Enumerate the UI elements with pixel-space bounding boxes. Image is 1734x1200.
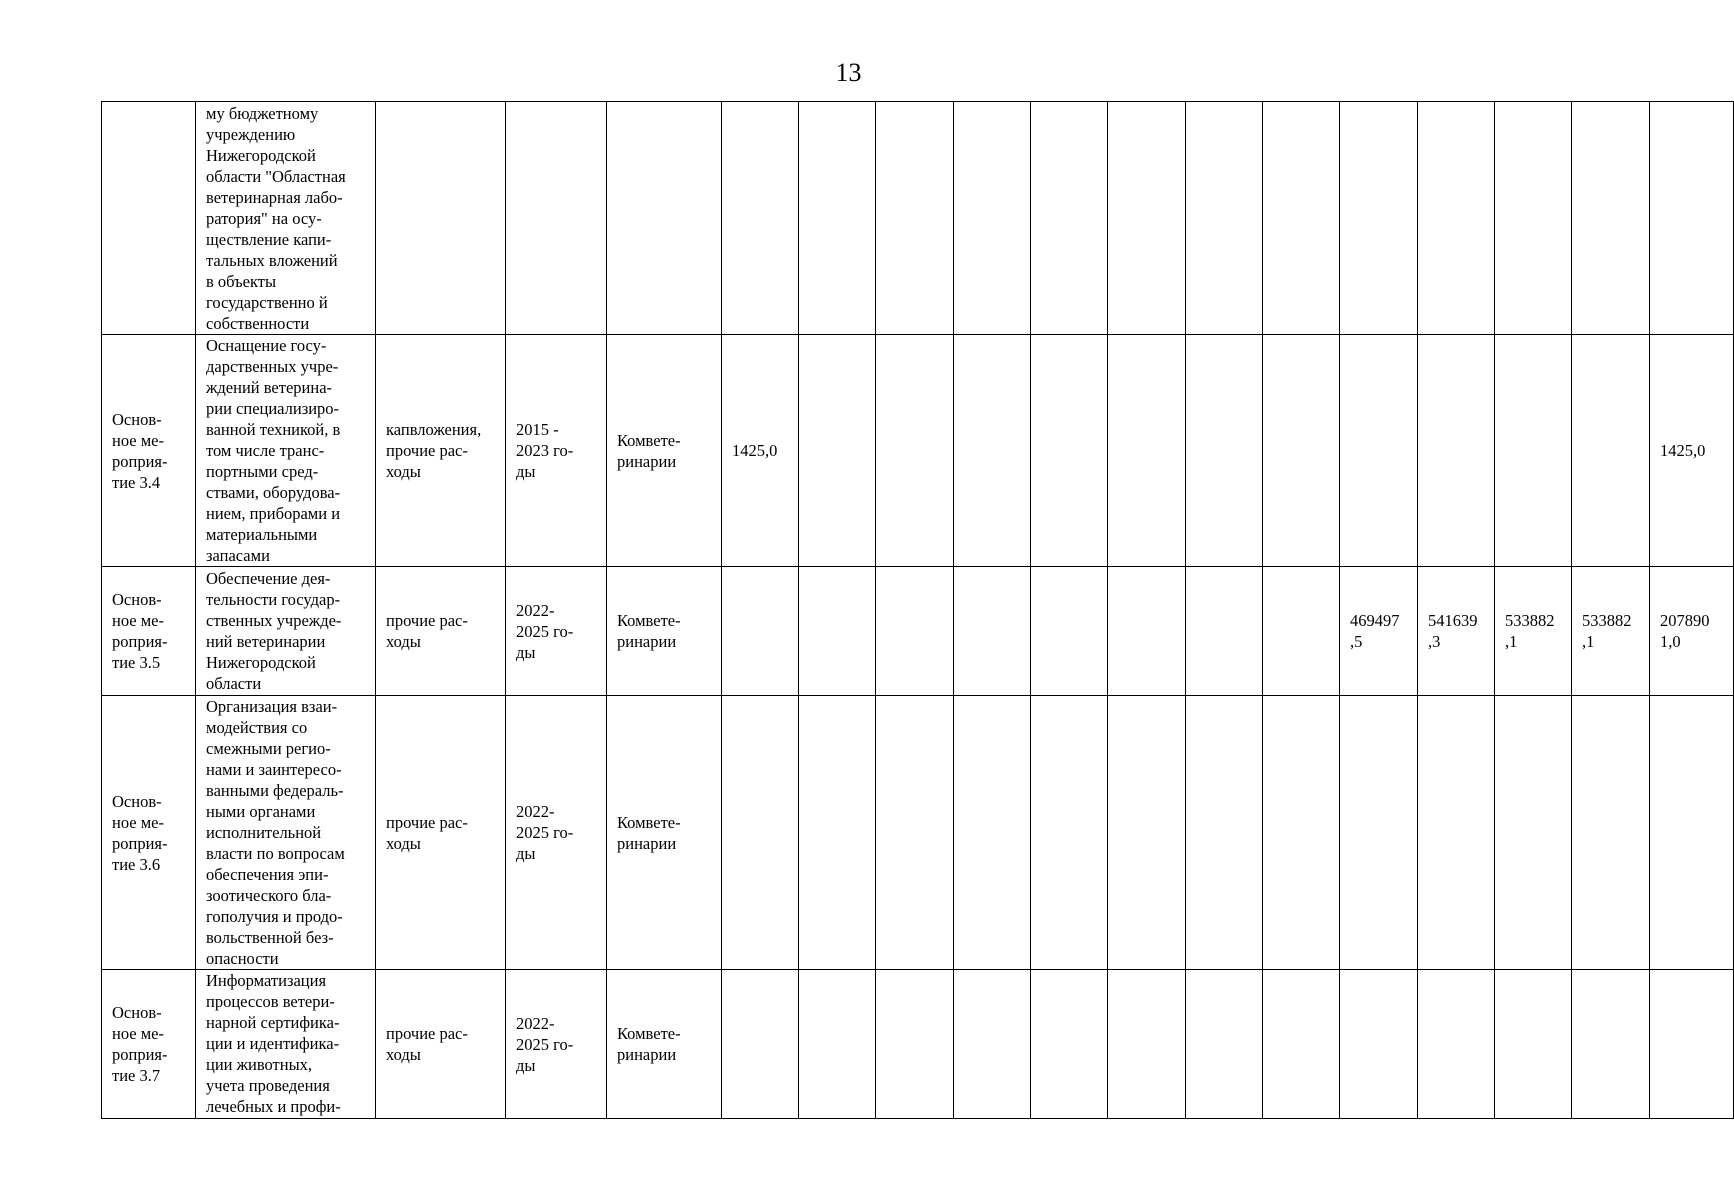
expense-type-text: прочие рас- ходы bbox=[386, 611, 468, 651]
value-cell bbox=[876, 567, 954, 696]
value-cell bbox=[876, 970, 954, 1119]
period-cell bbox=[506, 102, 607, 335]
value-cell bbox=[799, 102, 876, 335]
measure-code-cell bbox=[102, 102, 196, 335]
expense-type-cell bbox=[376, 696, 506, 970]
value-cell bbox=[1418, 335, 1495, 567]
measure-description-cell bbox=[196, 335, 376, 567]
value-cell bbox=[1572, 567, 1650, 696]
value-cell bbox=[1186, 102, 1263, 335]
value-cell bbox=[1108, 696, 1186, 970]
value-cell bbox=[1340, 696, 1418, 970]
expense-type-cell bbox=[376, 567, 506, 696]
program-measures-table bbox=[101, 101, 1734, 1119]
value-cell bbox=[1650, 970, 1734, 1119]
executor-text: Комвете- ринарии bbox=[617, 430, 681, 471]
value-cell bbox=[1572, 970, 1650, 1119]
measure-description-text: му бюджетному учреждению Нижегородской области "Областная ветеринарная лабо- ратория" на осу- ществление капи- тальных вложений в объекты государственно й собственности bbox=[206, 104, 346, 333]
value-cell bbox=[1340, 970, 1418, 1119]
value-cell bbox=[876, 696, 954, 970]
value-cell bbox=[1418, 567, 1495, 696]
value-cell bbox=[1650, 567, 1734, 696]
page-number: 13 bbox=[835, 58, 862, 87]
value-cell bbox=[1650, 696, 1734, 970]
table-row bbox=[102, 567, 1734, 696]
value-cell bbox=[1418, 696, 1495, 970]
measure-code-cell bbox=[102, 567, 196, 696]
value-cell bbox=[954, 102, 1031, 335]
period-text: 2022- 2025 го- ды bbox=[516, 1013, 574, 1075]
value-cell bbox=[954, 696, 1031, 970]
executor-cell bbox=[607, 567, 722, 696]
measure-code-text: Основ- ное ме- роприя- тие 3.7 bbox=[112, 1003, 168, 1085]
value-cell bbox=[954, 335, 1031, 567]
measure-code-cell bbox=[102, 696, 196, 970]
value-cell bbox=[1340, 335, 1418, 567]
value-cell bbox=[1186, 567, 1263, 696]
value-cell bbox=[1572, 102, 1650, 335]
value-cell bbox=[1186, 970, 1263, 1119]
value-cell bbox=[1495, 335, 1572, 567]
expense-type-text: капвложения, прочие рас- ходы bbox=[386, 420, 482, 481]
value-text: 541639 ,3 bbox=[1428, 611, 1478, 651]
value-cell bbox=[722, 696, 799, 970]
measure-code-cell bbox=[102, 335, 196, 567]
value-text: 469497 ,5 bbox=[1350, 611, 1400, 651]
value-cell bbox=[1031, 335, 1108, 567]
period-text: 2022- 2025 го- ды bbox=[516, 600, 574, 662]
measure-description-cell bbox=[196, 696, 376, 970]
value-cell bbox=[722, 102, 799, 335]
value-cell bbox=[1263, 696, 1340, 970]
table-row bbox=[102, 696, 1734, 970]
value-cell bbox=[876, 102, 954, 335]
value-cell bbox=[1031, 696, 1108, 970]
value-cell bbox=[1572, 335, 1650, 567]
value-cell bbox=[799, 696, 876, 970]
value-cell bbox=[1186, 335, 1263, 567]
measure-description-text: Оснащение госу- дарственных учре- ждений ветерина- рии специализиро- ванной техникой, в том числе транс- портными сред- ствами, оборудова- нием, приборами и материальными запасами bbox=[206, 336, 341, 565]
period-text: 2015 - 2023 го- ды bbox=[516, 420, 574, 481]
value-cell bbox=[1031, 102, 1108, 335]
measure-code-cell bbox=[102, 970, 196, 1119]
period-cell bbox=[506, 970, 607, 1119]
value-cell bbox=[1340, 102, 1418, 335]
measure-code-text: Основ- ное ме- роприя- тие 3.5 bbox=[112, 590, 168, 672]
value-cell bbox=[799, 335, 876, 567]
executor-text: Комвете- ринарии bbox=[617, 1024, 681, 1064]
period-cell bbox=[506, 335, 607, 567]
value-cell bbox=[799, 567, 876, 696]
value-cell bbox=[1263, 335, 1340, 567]
period-cell bbox=[506, 696, 607, 970]
value-cell bbox=[1108, 102, 1186, 335]
value-text: 1425,0 bbox=[1660, 441, 1706, 460]
executor-cell bbox=[607, 970, 722, 1119]
value-text: 533882 ,1 bbox=[1582, 611, 1632, 651]
value-cell bbox=[799, 970, 876, 1119]
period-text: 2022- 2025 го- ды bbox=[516, 802, 574, 863]
value-cell bbox=[954, 970, 1031, 1119]
value-cell bbox=[954, 567, 1031, 696]
value-cell bbox=[1108, 335, 1186, 567]
expense-type-text: прочие рас- ходы bbox=[386, 1024, 468, 1064]
executor-cell bbox=[607, 102, 722, 335]
value-cell bbox=[1418, 102, 1495, 335]
value-cell bbox=[1418, 970, 1495, 1119]
value-cell bbox=[1186, 696, 1263, 970]
measure-description-text: Обеспечение дея- тельности государ- ственных учрежде- ний ветеринарии Нижегородской области bbox=[206, 569, 342, 693]
executor-text: Комвете- ринарии bbox=[617, 812, 681, 853]
value-cell bbox=[876, 335, 954, 567]
value-cell bbox=[1108, 567, 1186, 696]
executor-cell bbox=[607, 696, 722, 970]
value-text: 1425,0 bbox=[732, 441, 778, 460]
measure-description-cell bbox=[196, 102, 376, 335]
measure-description-cell bbox=[196, 567, 376, 696]
expense-type-cell bbox=[376, 102, 506, 335]
value-cell bbox=[1650, 102, 1734, 335]
executor-text: Комвете- ринарии bbox=[617, 611, 681, 651]
measure-description-cell bbox=[196, 970, 376, 1119]
value-cell bbox=[1495, 102, 1572, 335]
value-cell bbox=[1495, 567, 1572, 696]
measure-code-text: Основ- ное ме- роприя- тие 3.4 bbox=[112, 409, 168, 492]
period-cell bbox=[506, 567, 607, 696]
value-cell bbox=[1031, 970, 1108, 1119]
value-cell bbox=[722, 335, 799, 567]
measure-description-text: Организация взаи- модействия со смежными регио- нами и заинтересо- ванными федераль- ными органами исполнительной власти по вопросам обеспечения эпи- зоотического бла- гополучия и продо- вольственной без- опасности bbox=[206, 697, 345, 968]
measure-code-text: Основ- ное ме- роприя- тие 3.6 bbox=[112, 791, 168, 874]
value-cell bbox=[722, 970, 799, 1119]
executor-cell bbox=[607, 335, 722, 567]
measure-description-text: Информатизация процессов ветери- нарной сертифика- ции и идентифика- ции животных, учета проведения лечебных и профи- bbox=[206, 971, 341, 1116]
table-row bbox=[102, 102, 1734, 335]
value-cell bbox=[1495, 696, 1572, 970]
value-cell bbox=[1572, 696, 1650, 970]
expense-type-cell bbox=[376, 335, 506, 567]
value-text: 207890 1,0 bbox=[1660, 611, 1710, 651]
expense-type-text: прочие рас- ходы bbox=[386, 812, 468, 853]
value-cell bbox=[1108, 970, 1186, 1119]
value-cell bbox=[1650, 335, 1734, 567]
value-cell bbox=[1263, 102, 1340, 335]
value-cell bbox=[1495, 970, 1572, 1119]
value-text: 533882 ,1 bbox=[1505, 611, 1555, 651]
value-cell bbox=[722, 567, 799, 696]
table-row bbox=[102, 970, 1734, 1119]
value-cell bbox=[1263, 970, 1340, 1119]
value-cell bbox=[1340, 567, 1418, 696]
expense-type-cell bbox=[376, 970, 506, 1119]
value-cell bbox=[1031, 567, 1108, 696]
value-cell bbox=[1263, 567, 1340, 696]
table-row bbox=[102, 335, 1734, 567]
